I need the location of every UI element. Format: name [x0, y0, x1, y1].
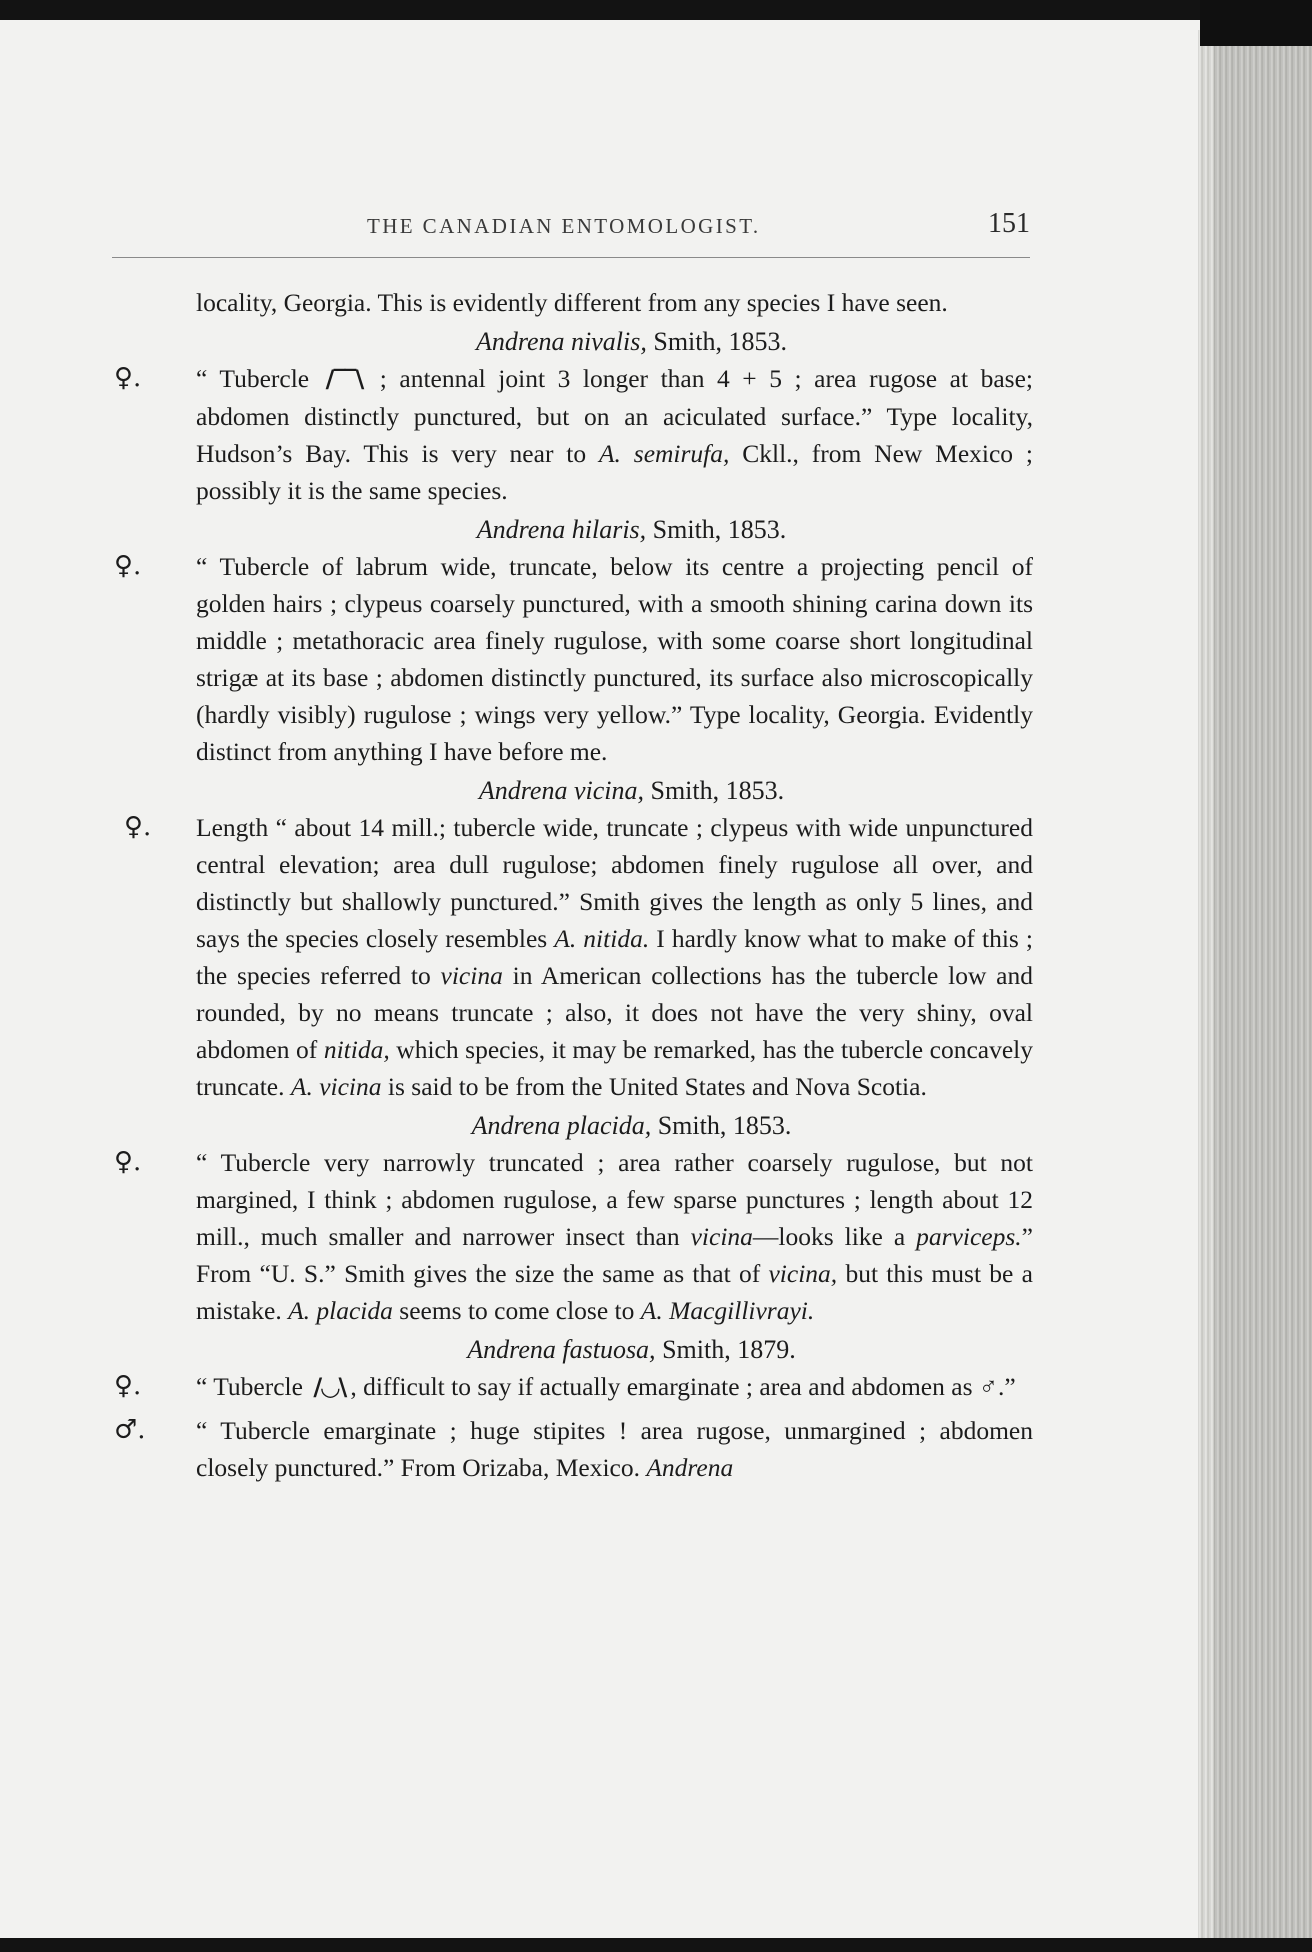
running-head: THE CANADIAN ENTOMOLOGIST.	[367, 214, 761, 238]
entry-text: is said to be from the United States and Nova Scotia.	[381, 1072, 927, 1101]
entry-text: ; antennal joint 3 longer than 4 + 5 ; area rugose at base; abdomen distinctly punctured, but on an aciculated surface.” Type locality, Hudson’s Bay. This is very near to	[196, 364, 1034, 468]
dark-corner	[1200, 0, 1312, 46]
italic-name: A. semirufa,	[598, 439, 730, 468]
italic-name: Andrena	[646, 1453, 734, 1482]
species-heading-nivalis	[230, 323, 1033, 360]
tubercle-shape-figure: /‾‾\	[325, 365, 364, 393]
species-name: Andrena fastuosa,	[467, 1335, 656, 1364]
species-name: Andrena nivalis,	[475, 327, 647, 356]
entry-nivalis-female	[114, 360, 1034, 509]
species-heading-fastuosa	[230, 1331, 1033, 1368]
entry-text: I hardly know what to make of this ; the species referred to	[196, 924, 1033, 990]
species-heading-vicina	[230, 772, 1033, 809]
female-symbol: ♀.	[114, 551, 142, 581]
entry-text: seems to come close to	[392, 1296, 641, 1325]
entry-text: , difficult to say if actually emarginate ; area and abdomen as ♂.”	[350, 1372, 1016, 1401]
male-symbol: ♂.	[114, 1415, 146, 1445]
species-author: Smith, 1879.	[655, 1335, 796, 1364]
book-page-edges	[1198, 30, 1312, 1938]
species-name: Andrena vicina,	[478, 776, 644, 805]
entry-vicina-female	[124, 809, 1033, 1105]
italic-name: nitida,	[323, 1035, 390, 1064]
italic-name: A. placida	[288, 1296, 393, 1325]
tubercle-shape-figure: /◡\	[313, 1373, 347, 1401]
entry-text: “ Tubercle of labrum wide, truncate, below its centre a projecting pencil of golden hairs ; clypeus coarsely punctured, with a smooth shining carina down its middle ; metathoracic area finely rugulose, with some coarse short longitudinal strigæ at its base ; abdomen distinctly punctured, its surface also microscopically (hardly visibly) rugulose ; wings very yellow.” Type locality, Georgia. Evidently distinct from anything I have before me.	[196, 552, 1033, 766]
species-author: Smith, 1853.	[646, 327, 788, 356]
entry-text: in American collections has the tubercle low and rounded, by no means truncate ; also, it does not have the very shiny, oval abdomen of	[196, 961, 1033, 1064]
female-symbol: ♀.	[124, 812, 152, 842]
entry-text: Length “ about 14 mill.; tubercle wide, truncate ; clypeus with wide unpunctured central elevation; area dull rugulose; abdomen finely rugulose all over, and distinctly but shallowly punctured.” Smith gives the length as only 5 lines, and says the species closely resembles	[196, 813, 1033, 953]
entry-hilaris-female	[114, 548, 1033, 770]
italic-name: A. vicina	[290, 1072, 382, 1101]
header-rule	[112, 257, 1030, 258]
species-author: Smith, 1853.	[646, 515, 787, 544]
entry-text: “ Tubercle	[196, 364, 310, 393]
entry-text: “ Tubercle	[196, 1372, 303, 1401]
female-symbol: ♀.	[114, 1371, 142, 1401]
entry-text: which species, it may be remarked, has the tubercle concavely truncate.	[196, 1035, 1033, 1101]
species-heading-hilaris	[230, 511, 1033, 548]
italic-name: vicina	[440, 961, 503, 990]
italic-name: A. Macgillivrayi.	[640, 1296, 815, 1325]
entry-text: “ Tubercle very narrowly truncated ; area rather coarsely rugulose, but not margined, I think ; abdomen rugulose, a few sparse punctures ; length about 12 mill., much smaller and narrower insect than	[196, 1148, 1033, 1251]
species-heading-placida	[230, 1107, 1033, 1144]
entry-placida-female	[114, 1144, 1033, 1329]
female-symbol: ♀.	[114, 1147, 142, 1177]
paragraph-text: locality, Georgia. This is evidently different from any species I have seen.	[196, 288, 948, 317]
entry-text: —looks like a	[752, 1222, 917, 1251]
species-name: Andrena hilaris,	[476, 515, 647, 544]
entry-fastuosa-male	[114, 1412, 1033, 1486]
italic-name: vicina	[690, 1222, 753, 1251]
italic-name: A. nitida.	[554, 924, 650, 953]
entry-text: ” From “U. S.” Smith gives the size the same as that of	[196, 1222, 1033, 1288]
species-author: Smith, 1853.	[643, 776, 785, 805]
italic-name: parviceps.	[916, 1222, 1022, 1251]
italic-name: vicina,	[768, 1259, 838, 1288]
page-number: 151	[988, 208, 1030, 239]
page-header	[110, 208, 1030, 248]
entry-fastuosa-female	[114, 1368, 1033, 1406]
entry-text: “ Tubercle emarginate ; huge stipites ! area rugose, unmargined ; abdomen closely punctured.” From Orizaba, Mexico.	[196, 1416, 1033, 1482]
species-author: Smith, 1853.	[651, 1111, 792, 1140]
species-name: Andrena placida,	[471, 1111, 652, 1140]
entry-text: Ckll., from New Mexico ; possibly it is the same species.	[196, 439, 1033, 505]
female-symbol: ♀.	[114, 363, 142, 393]
entry-text: but this must be a mistake.	[196, 1259, 1033, 1325]
continued-paragraph	[196, 284, 1033, 321]
body-text	[114, 284, 1034, 1486]
